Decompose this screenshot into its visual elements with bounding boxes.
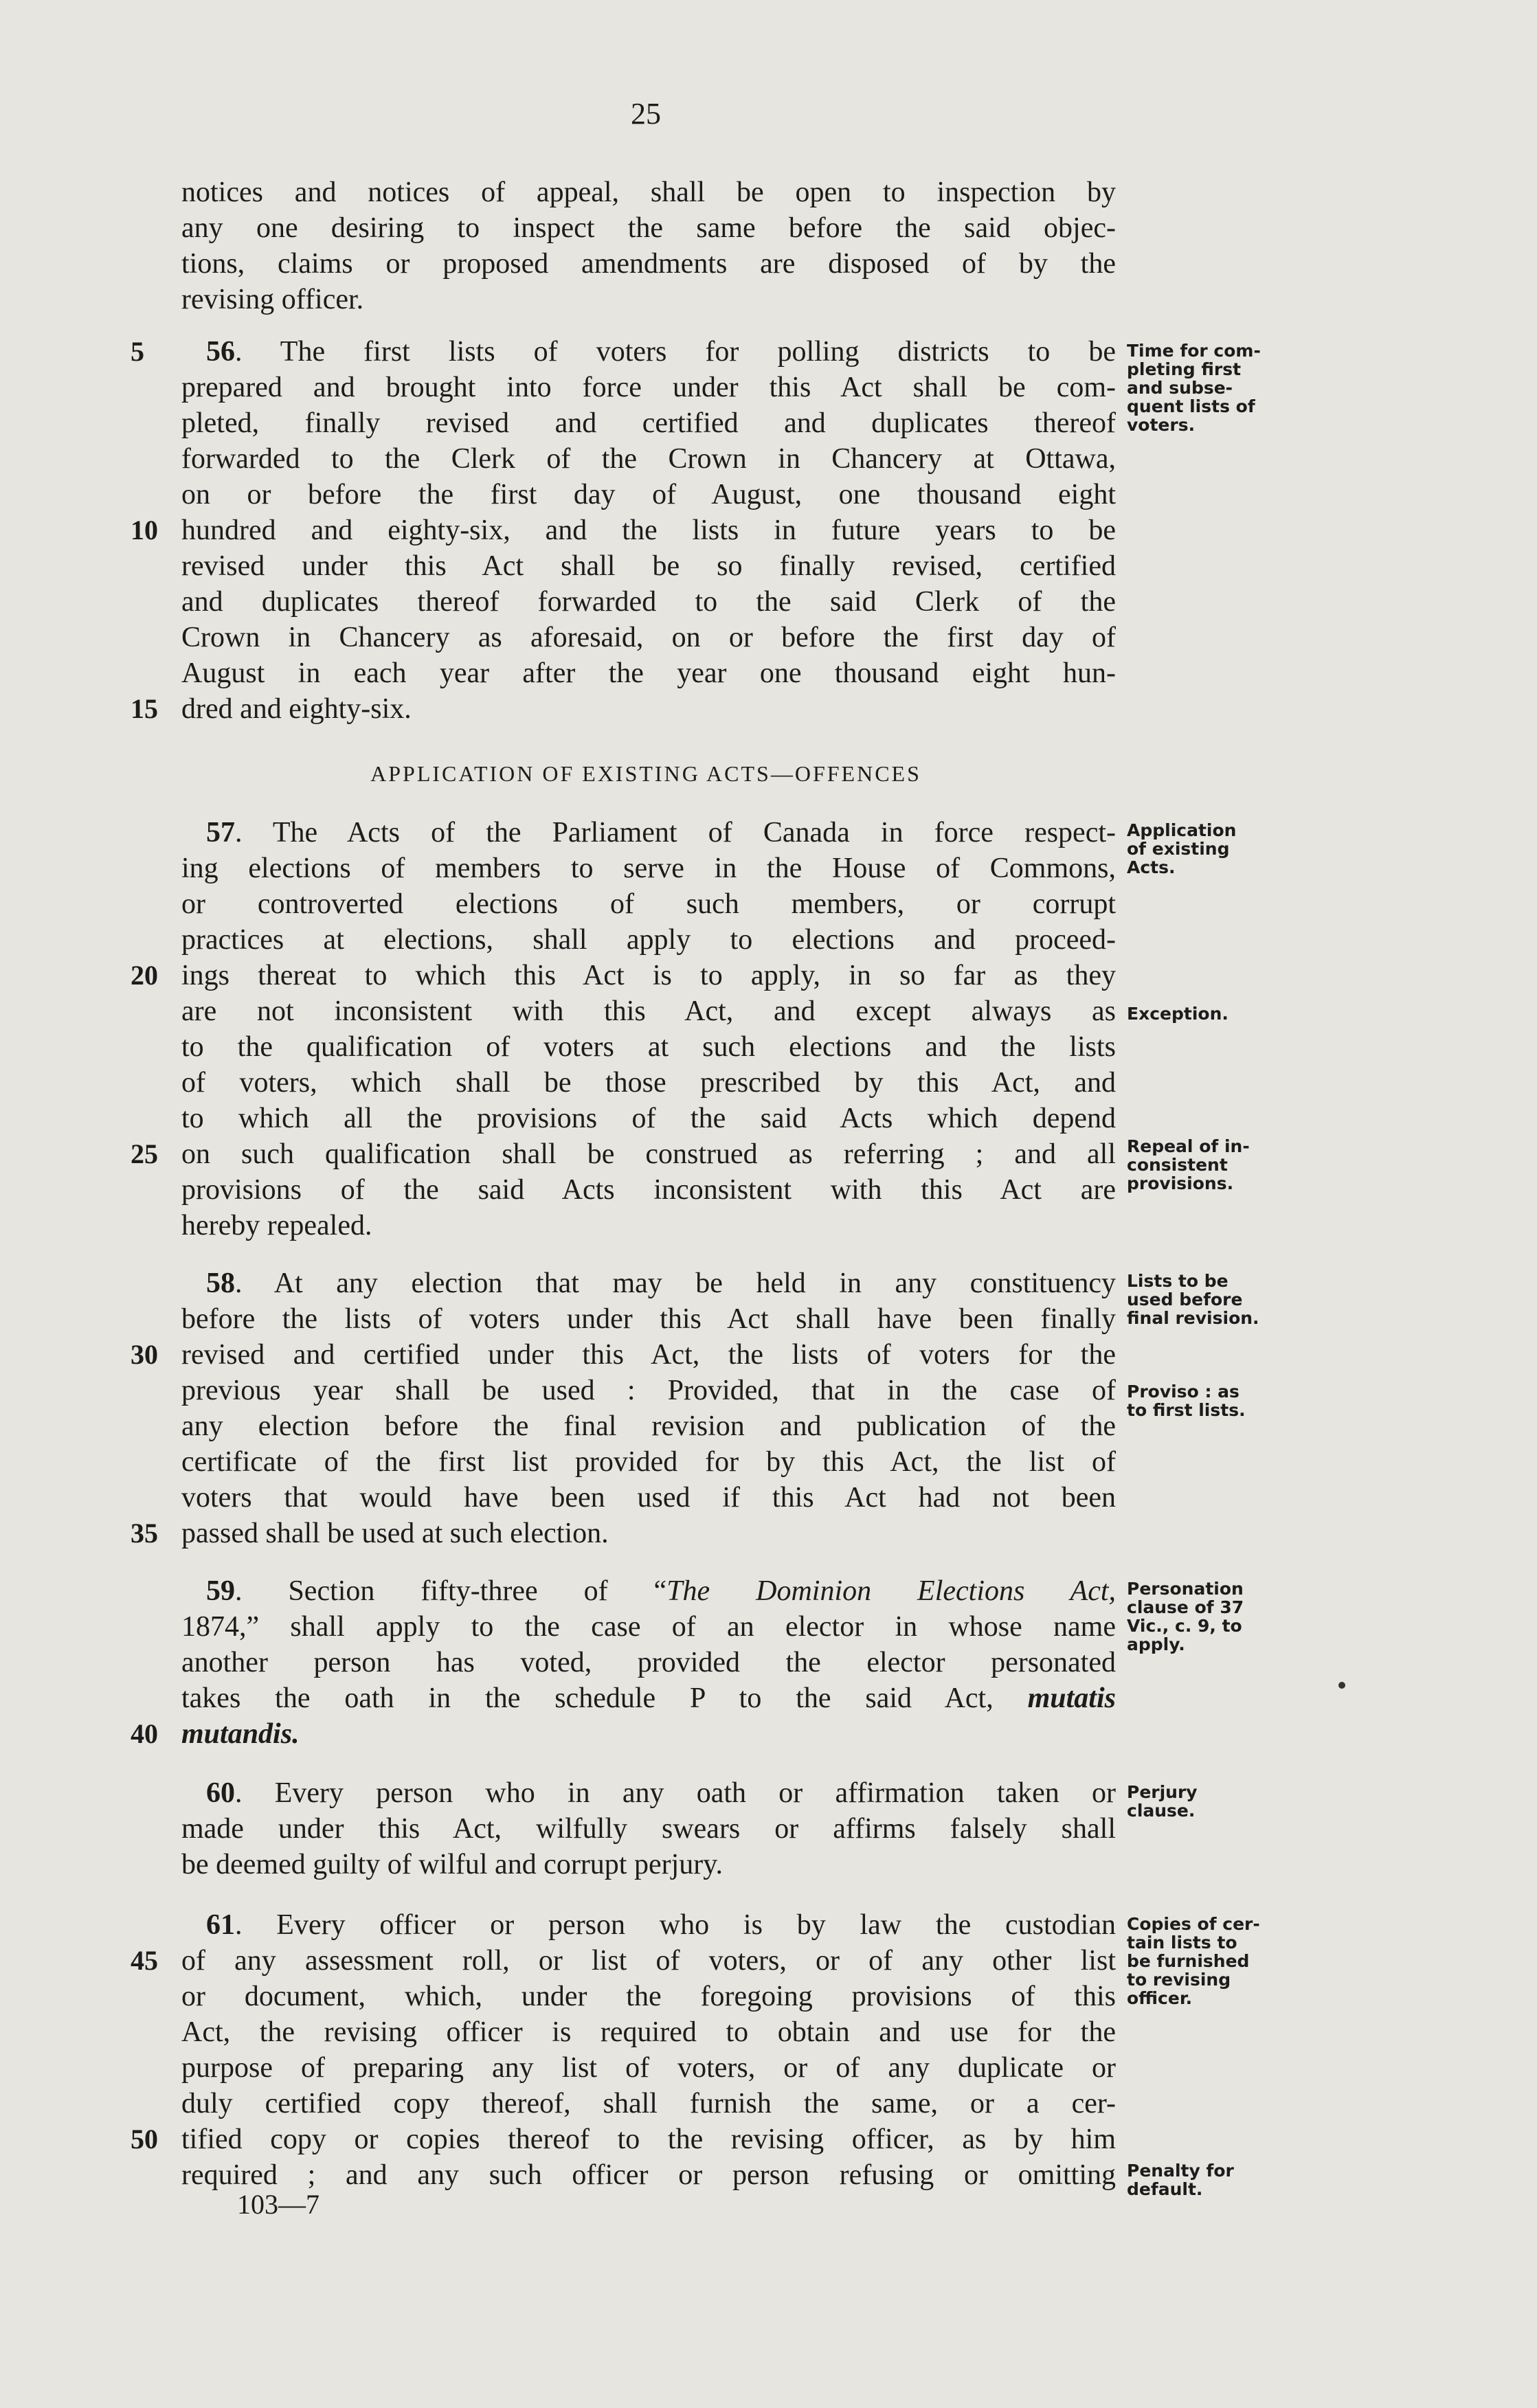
text-line: prepared and brought into force under this Act shall be com- bbox=[181, 372, 1116, 403]
text-line: to which all the provisions of the said Acts which depend bbox=[181, 1103, 1116, 1134]
line-number: 50 bbox=[131, 2124, 158, 2154]
margin-note-perjury: Perjury clause. bbox=[1127, 1782, 1198, 1821]
text-line: made under this Act, wilfully swears or affirms falsely shall bbox=[181, 1813, 1116, 1845]
text-line: pleted, finally revised and certified and duplicates thereof bbox=[181, 407, 1116, 439]
text-line: on or before the first day of August, one thousand eight bbox=[181, 479, 1116, 510]
text-line: purpose of preparing any list of voters, or of any duplicate or bbox=[181, 2052, 1116, 2084]
text-line: 57. The Acts of the Parliament of Canada in force respect- bbox=[206, 817, 1116, 848]
text-line: Crown in Chancery as aforesaid, on or before the first day of bbox=[181, 622, 1116, 653]
text-line: 60. Every person who in any oath or affirmation taken or bbox=[206, 1777, 1116, 1809]
section-number: 59 bbox=[206, 1575, 235, 1607]
text-line: dred and eighty-six. bbox=[181, 693, 412, 725]
text-line: 61. Every officer or person who is by law the custodian bbox=[206, 1909, 1116, 1941]
text-line: hundred and eighty-six, and the lists in future years to be bbox=[181, 515, 1116, 546]
text-line: and duplicates thereof forwarded to the said Clerk of the bbox=[181, 586, 1116, 618]
text-line: of any assessment roll, or list of voters, or of any other list bbox=[181, 1945, 1116, 1977]
text-line: practices at elections, shall apply to elections and proceed- bbox=[181, 924, 1116, 956]
text-line: be deemed guilty of wilful and corrupt perjury. bbox=[181, 1849, 723, 1880]
section-number: 57 bbox=[206, 817, 235, 848]
text-line: takes the oath in the schedule P to the said Act, mutatis bbox=[181, 1683, 1116, 1714]
text-line: to the qualification of voters at such elections and the lists bbox=[181, 1031, 1116, 1063]
text-line: 59. Section fifty-three of “The Dominion Elections Act, bbox=[206, 1575, 1117, 1607]
margin-note-lists-to-be-used: Lists to be used before final revision. bbox=[1127, 1271, 1259, 1328]
line-number: 30 bbox=[131, 1339, 158, 1370]
text-line: ings thereat to which this Act is to apply, in so far as they bbox=[181, 960, 1116, 991]
text-line: hereby repealed. bbox=[181, 1210, 372, 1241]
text-line: revising officer. bbox=[181, 284, 364, 315]
text-line: any election before the final revision and publication of the bbox=[181, 1410, 1116, 1442]
text-line: are not inconsistent with this Act, and except always as bbox=[181, 995, 1116, 1027]
margin-note-time-for-completing: Time for com- pleting first and subse- quent lists of voters. bbox=[1127, 341, 1261, 435]
line-number: 35 bbox=[131, 1518, 158, 1549]
text-line: 56. The first lists of voters for polling districts to be bbox=[206, 336, 1116, 368]
text-line: before the lists of voters under this Act shall have been finally bbox=[181, 1303, 1116, 1335]
margin-note-repeal: Repeal of in- consistent provisions. bbox=[1127, 1136, 1250, 1193]
section-number: 56 bbox=[206, 336, 235, 368]
stray-mark bbox=[1338, 1682, 1345, 1689]
section-number: 61 bbox=[206, 1909, 235, 1941]
text-line: 58. At any election that may be held in any constituency bbox=[206, 1268, 1116, 1299]
text-line: required ; and any such officer or person refusing or omitting bbox=[181, 2159, 1116, 2191]
text-line: of voters, which shall be those prescribed by this Act, and bbox=[181, 1067, 1116, 1099]
section-number: 60 bbox=[206, 1777, 235, 1809]
text-line: revised under this Act shall be so finally revised, certified bbox=[181, 550, 1116, 582]
section-heading: APPLICATION OF EXISTING ACTS—OFFENCES bbox=[370, 761, 921, 786]
line-number: 20 bbox=[131, 960, 158, 991]
text-line: any one desiring to inspect the same before the said objec- bbox=[181, 212, 1116, 244]
text-line: or document, which, under the foregoing provisions of this bbox=[181, 1981, 1116, 2012]
page-number: 25 bbox=[631, 97, 661, 131]
text-line: notices and notices of appeal, shall be open to inspection by bbox=[181, 177, 1116, 208]
text-line: ing elections of members to serve in the House of Commons, bbox=[181, 853, 1116, 884]
section-number: 58 bbox=[206, 1268, 235, 1299]
margin-note-proviso: Proviso : as to first lists. bbox=[1127, 1382, 1246, 1420]
text-line: voters that would have been used if this Act had not been bbox=[181, 1482, 1116, 1514]
text-line: or controverted elections of such members, or corrupt bbox=[181, 888, 1116, 920]
text-line: mutandis. bbox=[181, 1718, 300, 1750]
line-number: 45 bbox=[131, 1945, 158, 1976]
text-line: 1874,” shall apply to the case of an elector in whose name bbox=[181, 1611, 1116, 1643]
text-line: August in each year after the year one thousand eight hun- bbox=[181, 657, 1116, 689]
line-number: 25 bbox=[131, 1138, 158, 1169]
margin-note-personation: Personation clause of 37 Vic., c. 9, to apply. bbox=[1127, 1579, 1244, 1654]
line-number: 10 bbox=[131, 515, 158, 545]
margin-note-application: Application of existing Acts. bbox=[1127, 820, 1237, 877]
text-line: tified copy or copies thereof to the revising officer, as by him bbox=[181, 2124, 1116, 2155]
text-line: forwarded to the Clerk of the Crown in Chancery at Ottawa, bbox=[181, 443, 1116, 475]
text-line: tions, claims or proposed amendments are disposed of by the bbox=[181, 248, 1116, 280]
line-number: 15 bbox=[131, 693, 158, 724]
text-line: duly certified copy thereof, shall furnish the same, or a cer- bbox=[181, 2088, 1116, 2119]
text-line: certificate of the first list provided for by this Act, the list of bbox=[181, 1446, 1116, 1478]
text-line: passed shall be used at such election. bbox=[181, 1518, 609, 1549]
signature-mark: 103—7 bbox=[237, 2189, 319, 2220]
text-line: provisions of the said Acts inconsistent with this Act are bbox=[181, 1174, 1116, 1206]
text-line: previous year shall be used : Provided, that in the case of bbox=[181, 1375, 1116, 1406]
text-line: on such qualification shall be construed as referring ; and all bbox=[181, 1138, 1116, 1170]
text-line: revised and certified under this Act, the lists of voters for the bbox=[181, 1339, 1116, 1371]
text-line: Act, the revising officer is required to obtain and use for the bbox=[181, 2016, 1116, 2048]
line-number: 5 bbox=[131, 336, 144, 367]
text-line: another person has voted, provided the elector personated bbox=[181, 1647, 1116, 1678]
margin-note-copies: Copies of cer- tain lists to be furnished to revising officer. bbox=[1127, 1914, 1260, 2008]
line-number: 40 bbox=[131, 1718, 158, 1749]
margin-note-penalty: Penalty for default. bbox=[1127, 2161, 1234, 2199]
margin-note-exception: Exception. bbox=[1127, 1004, 1229, 1024]
